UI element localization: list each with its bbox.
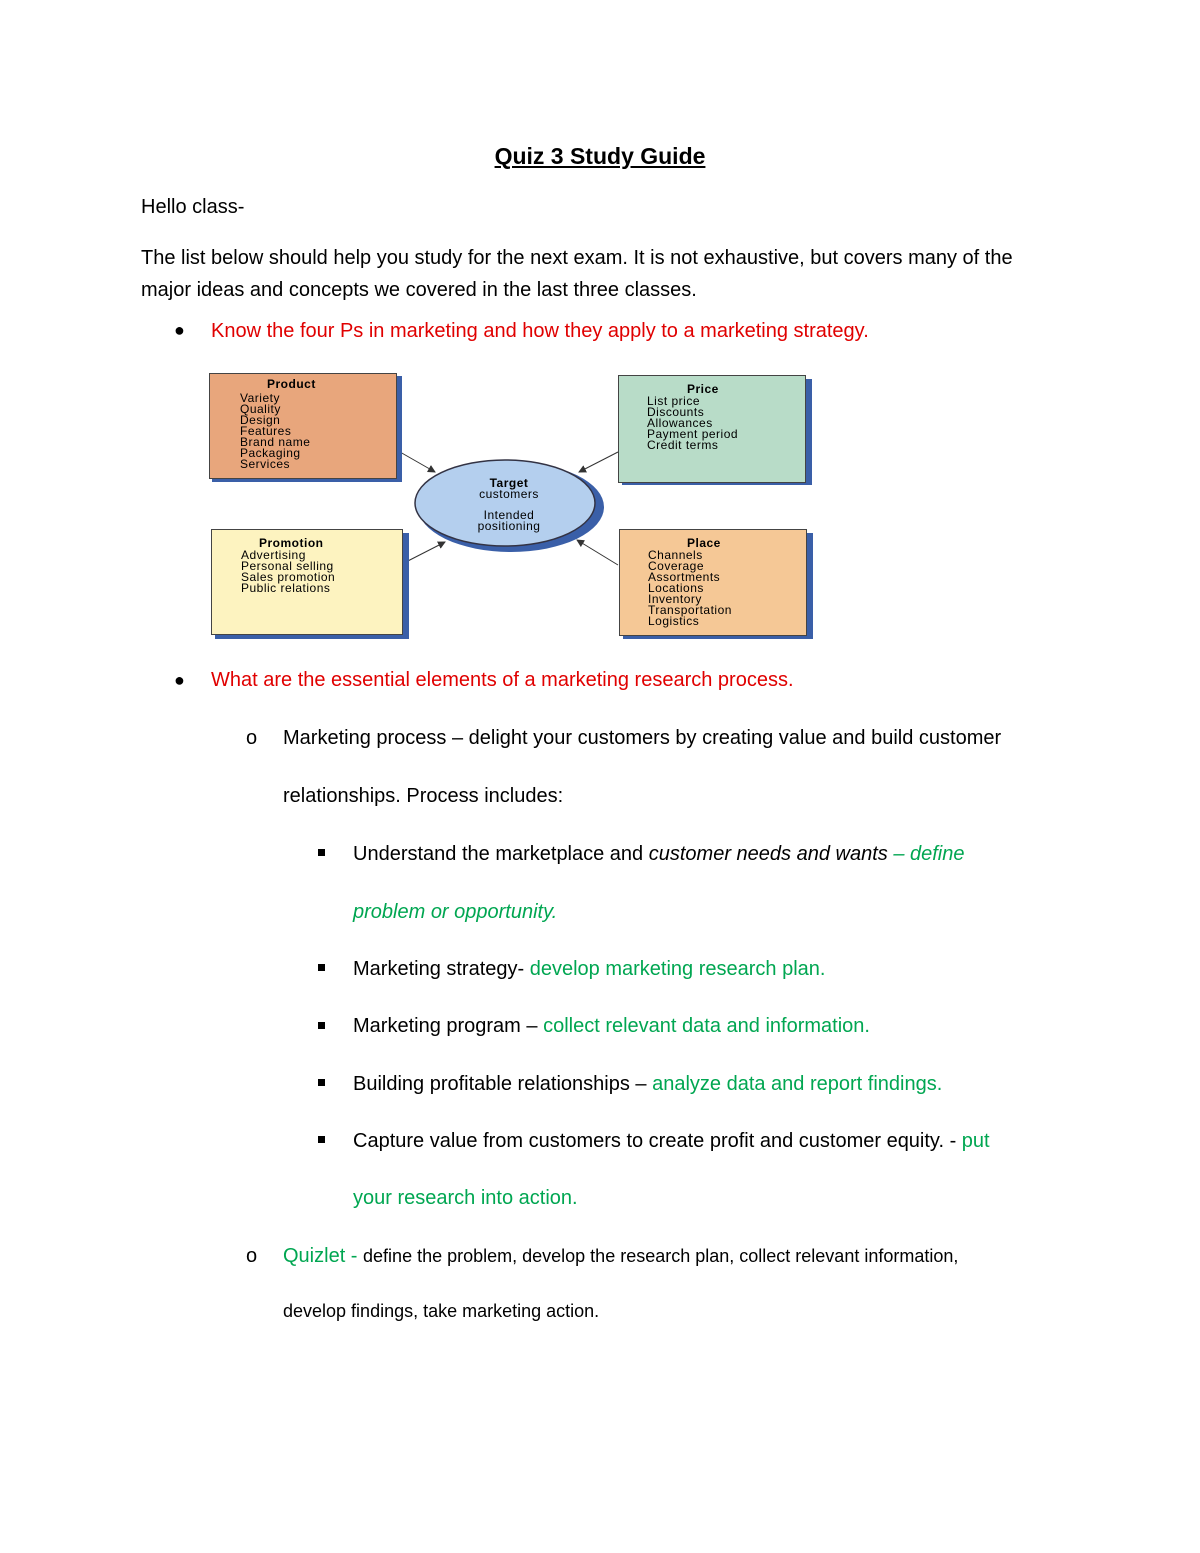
place-item: Locations [648, 581, 704, 595]
square-bullet [318, 849, 325, 856]
product-item: Variety [240, 391, 280, 405]
product-item: Services [240, 457, 291, 471]
place-item: Coverage [648, 559, 705, 573]
item-program [353, 1015, 870, 1038]
place-item: Channels [648, 548, 703, 562]
square-bullet [318, 1136, 325, 1143]
place-arrow [577, 540, 618, 565]
intro-paragraph: The list below should help you study for the next exam. It is not exhaustive, but covers many of the major ideas and concepts we covered in the last three classes. [141, 247, 1013, 301]
product-title: Product [267, 377, 316, 391]
marketing-process-line2: relationships. Process includes: [283, 785, 564, 807]
price-box [618, 375, 806, 483]
four-ps-diagram [205, 370, 825, 645]
center-ellipse [415, 460, 595, 546]
item-text: Marketing strategy- [353, 958, 530, 980]
place-item: Inventory [648, 592, 702, 606]
product-box [209, 373, 397, 479]
item-understand-cont: problem or opportunity. [353, 901, 558, 923]
center-label-target: Target [489, 476, 529, 490]
product-item: Brand name [240, 435, 311, 449]
square-bullet [318, 1079, 325, 1086]
bullet-four-ps: Know the four Ps in marketing and how they apply to a marketing strategy. [211, 320, 869, 342]
bullet-research-process: What are the essential elements of a marketing research process. [211, 669, 794, 691]
quizlet-line1 [283, 1245, 958, 1268]
item-green-text: – define [887, 843, 965, 865]
place-title: Place [687, 536, 721, 550]
circle-bullet: o [246, 727, 258, 749]
marketing-process-line1: Marketing process – delight your customers by creating value and build customer [283, 727, 1002, 749]
page-title: Quiz 3 Study Guide [494, 143, 706, 169]
bullet-dot: ● [174, 320, 185, 340]
price-item: Payment period [647, 427, 739, 441]
circle-bullet: o [246, 1245, 258, 1267]
promotion-item: Personal selling [241, 559, 334, 573]
square-bullet [318, 964, 325, 971]
quizlet-label: Quizlet - [283, 1245, 364, 1267]
product-item: Features [240, 424, 292, 438]
item-green-text: develop marketing research plan. [529, 958, 826, 980]
price-item: Allowances [647, 416, 713, 430]
quizlet-text: define the problem, develop the research plan, collect relevant information, [363, 1246, 959, 1266]
center-label-customers: customers [479, 487, 539, 501]
price-item: List price [647, 394, 701, 408]
place-item: Logistics [648, 614, 700, 628]
promotion-item: Sales promotion [241, 570, 336, 584]
item-strategy [353, 958, 825, 981]
item-italic-text: customer needs and wants [648, 843, 888, 865]
quizlet-line2: develop findings, take marketing action. [283, 1301, 600, 1321]
greeting: Hello class- [141, 196, 245, 218]
price-item: Discounts [647, 405, 705, 419]
item-green-text: collect relevant data and information. [543, 1015, 870, 1037]
item-text: Building profitable relationships – [353, 1073, 653, 1095]
price-title: Price [687, 382, 719, 396]
promotion-title: Promotion [259, 536, 324, 550]
item-understand [353, 843, 965, 866]
promotion-item: Public relations [241, 581, 331, 595]
product-item: Quality [240, 402, 281, 416]
price-item: Credit terms [647, 438, 719, 452]
center-label-intended: Intended [483, 508, 535, 522]
promotion-item: Advertising [241, 548, 306, 562]
promotion-box [211, 529, 403, 635]
place-item: Assortments [648, 570, 721, 584]
center-label-positioning: positioning [477, 519, 541, 533]
bullet-dot: ● [174, 670, 185, 690]
item-text: Understand the marketplace and [353, 843, 649, 865]
item-green-text: put [961, 1130, 990, 1152]
item-text: Marketing program – [353, 1015, 544, 1037]
square-bullet [318, 1022, 325, 1029]
product-arrow [400, 452, 435, 472]
item-capture-value [353, 1130, 990, 1153]
item-text: Capture value from customers to create profit and customer equity. - [353, 1130, 962, 1152]
item-relationships [353, 1073, 942, 1096]
place-item: Transportation [648, 603, 732, 617]
price-arrow [579, 452, 618, 472]
place-box [619, 529, 807, 636]
product-item: Design [240, 413, 281, 427]
product-item: Packaging [240, 446, 301, 460]
item-green-text: analyze data and report findings. [652, 1073, 943, 1095]
item-capture-value-cont: your research into action. [353, 1187, 578, 1209]
